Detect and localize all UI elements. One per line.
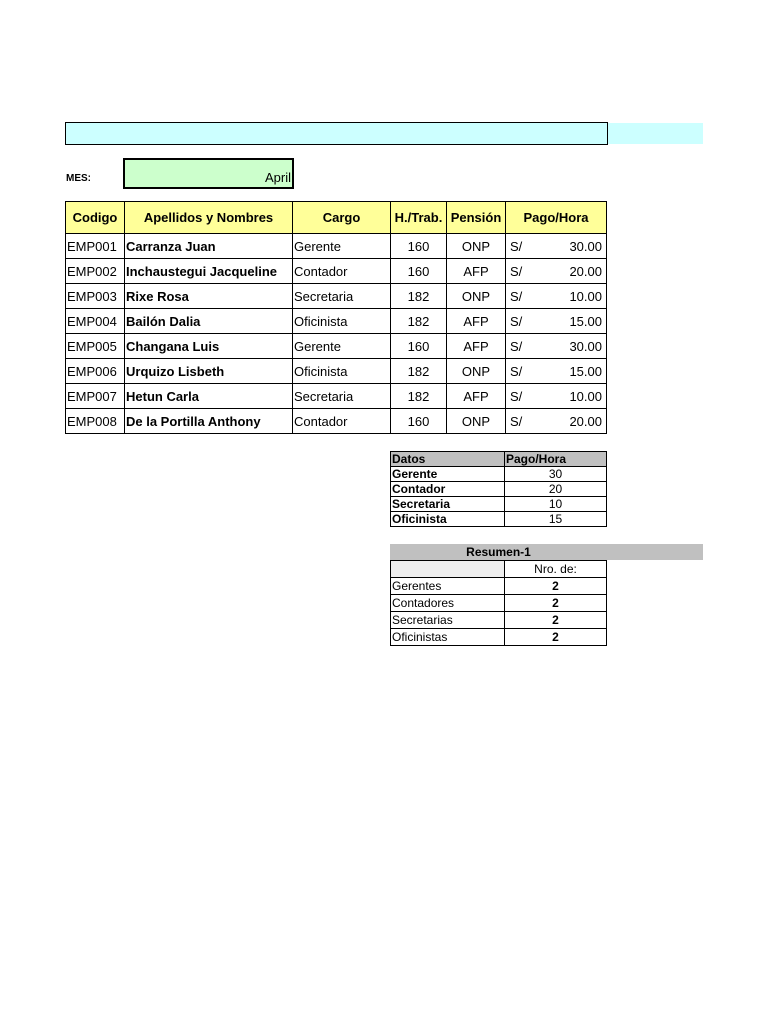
cell-cargo[interactable]: Gerente — [293, 334, 391, 359]
cell-nombre[interactable]: Urquizo Lisbeth — [125, 359, 293, 384]
table-row — [391, 595, 607, 612]
resumen-label[interactable]: Oficinistas — [391, 629, 505, 646]
table-row — [66, 334, 607, 359]
cell-cargo[interactable]: Secretaria — [293, 284, 391, 309]
table-row — [391, 612, 607, 629]
cell-codigo[interactable]: EMP001 — [66, 234, 125, 259]
cell-horas[interactable]: 160 — [391, 334, 447, 359]
header-nombres: Apellidos y Nombres — [125, 202, 293, 234]
datos-cargo[interactable]: Oficinista — [391, 512, 505, 527]
employees-header-row — [66, 202, 607, 234]
resumen-value[interactable]: 2 — [505, 595, 607, 612]
cell-pago[interactable] — [506, 359, 607, 384]
cell-codigo[interactable]: EMP008 — [66, 409, 125, 434]
cell-codigo[interactable]: EMP004 — [66, 309, 125, 334]
datos-pago[interactable]: 15 — [505, 512, 607, 527]
resumen-blank-cell[interactable] — [391, 561, 505, 578]
cell-horas[interactable]: 182 — [391, 309, 447, 334]
cell-pago[interactable] — [506, 384, 607, 409]
cell-pension[interactable]: AFP — [447, 384, 506, 409]
cell-horas[interactable]: 160 — [391, 259, 447, 284]
table-row — [391, 467, 607, 482]
currency-symbol: S/ — [510, 263, 523, 279]
cell-horas[interactable]: 182 — [391, 284, 447, 309]
cell-pago[interactable] — [506, 409, 607, 434]
table-row — [66, 359, 607, 384]
cell-nombre[interactable]: Rixe Rosa — [125, 284, 293, 309]
currency-symbol: S/ — [510, 363, 523, 379]
cell-pension[interactable]: ONP — [447, 284, 506, 309]
pago-value: 10.00 — [569, 288, 602, 304]
cell-cargo[interactable]: Oficinista — [293, 359, 391, 384]
resumen-label[interactable]: Gerentes — [391, 578, 505, 595]
cell-cargo[interactable]: Contador — [293, 409, 391, 434]
table-row — [66, 384, 607, 409]
resumen-value[interactable]: 2 — [505, 629, 607, 646]
currency-symbol: S/ — [510, 388, 523, 404]
cell-cargo[interactable]: Oficinista — [293, 309, 391, 334]
cell-horas[interactable]: 160 — [391, 234, 447, 259]
pago-value: 10.00 — [569, 388, 602, 404]
cell-pago[interactable] — [506, 309, 607, 334]
table-row — [391, 512, 607, 527]
title-bar-extension — [608, 123, 703, 144]
resumen-subheader-row — [391, 561, 607, 578]
resumen-table — [390, 560, 607, 646]
resumen-title: Resumen-1 — [466, 545, 531, 559]
cell-cargo[interactable]: Contador — [293, 259, 391, 284]
cell-codigo[interactable]: EMP003 — [66, 284, 125, 309]
cell-nombre[interactable]: Bailón Dalia — [125, 309, 293, 334]
cell-pago[interactable] — [506, 334, 607, 359]
employees-table — [65, 201, 607, 434]
cell-pension[interactable]: AFP — [447, 334, 506, 359]
cell-horas[interactable]: 160 — [391, 409, 447, 434]
currency-symbol: S/ — [510, 338, 523, 354]
datos-cargo[interactable]: Contador — [391, 482, 505, 497]
currency-symbol: S/ — [510, 413, 523, 429]
cell-pension[interactable]: ONP — [447, 409, 506, 434]
cell-pension[interactable]: ONP — [447, 359, 506, 384]
cell-nombre[interactable]: De la Portilla Anthony — [125, 409, 293, 434]
mes-label: MES: — [66, 173, 91, 184]
resumen-header — [390, 544, 703, 560]
header-pago-hora: Pago/Hora — [505, 452, 607, 467]
cell-codigo[interactable]: EMP006 — [66, 359, 125, 384]
header-pension: Pensión — [447, 202, 506, 234]
table-row — [66, 409, 607, 434]
datos-pago[interactable]: 20 — [505, 482, 607, 497]
resumen-label[interactable]: Contadores — [391, 595, 505, 612]
cell-horas[interactable]: 182 — [391, 359, 447, 384]
table-row — [66, 309, 607, 334]
table-row — [391, 482, 607, 497]
header-datos: Datos — [391, 452, 505, 467]
datos-cargo[interactable]: Secretaria — [391, 497, 505, 512]
mes-value-cell[interactable]: April — [123, 158, 294, 189]
currency-symbol: S/ — [510, 238, 523, 254]
datos-header-row — [391, 452, 607, 467]
cell-codigo[interactable]: EMP002 — [66, 259, 125, 284]
cell-nombre[interactable]: Hetun Carla — [125, 384, 293, 409]
cell-cargo[interactable]: Secretaria — [293, 384, 391, 409]
datos-table — [390, 451, 607, 527]
cell-horas[interactable]: 182 — [391, 384, 447, 409]
pago-value: 20.00 — [569, 263, 602, 279]
currency-symbol: S/ — [510, 288, 523, 304]
table-row — [391, 629, 607, 646]
resumen-value[interactable]: 2 — [505, 612, 607, 629]
cell-pago[interactable] — [506, 284, 607, 309]
cell-nombre[interactable]: Carranza Juan — [125, 234, 293, 259]
pago-value: 30.00 — [569, 338, 602, 354]
datos-cargo[interactable]: Gerente — [391, 467, 505, 482]
header-codigo: Codigo — [66, 202, 125, 234]
header-cargo: Cargo — [293, 202, 391, 234]
resumen-value[interactable]: 2 — [505, 578, 607, 595]
pago-value: 20.00 — [569, 413, 602, 429]
table-row — [391, 578, 607, 595]
cell-pago[interactable] — [506, 234, 607, 259]
datos-pago[interactable]: 30 — [505, 467, 607, 482]
header-pago: Pago/Hora — [506, 202, 607, 234]
cell-nombre[interactable]: Inchaustegui Jacqueline — [125, 259, 293, 284]
cell-pension[interactable]: ONP — [447, 234, 506, 259]
cell-nombre[interactable]: Changana Luis — [125, 334, 293, 359]
header-horas: H./Trab. — [391, 202, 447, 234]
cell-pension[interactable]: AFP — [447, 259, 506, 284]
cell-cargo[interactable]: Gerente — [293, 234, 391, 259]
cell-pension[interactable]: AFP — [447, 309, 506, 334]
table-row — [66, 284, 607, 309]
table-row — [391, 497, 607, 512]
currency-symbol: S/ — [510, 313, 523, 329]
pago-value: 30.00 — [569, 238, 602, 254]
cell-codigo[interactable]: EMP007 — [66, 384, 125, 409]
table-row — [66, 234, 607, 259]
title-bar — [65, 122, 608, 145]
datos-pago[interactable]: 10 — [505, 497, 607, 512]
cell-codigo[interactable]: EMP005 — [66, 334, 125, 359]
resumen-subheader[interactable]: Nro. de: — [505, 561, 607, 578]
table-row — [66, 259, 607, 284]
pago-value: 15.00 — [569, 313, 602, 329]
cell-pago[interactable] — [506, 259, 607, 284]
resumen-label[interactable]: Secretarias — [391, 612, 505, 629]
pago-value: 15.00 — [569, 363, 602, 379]
